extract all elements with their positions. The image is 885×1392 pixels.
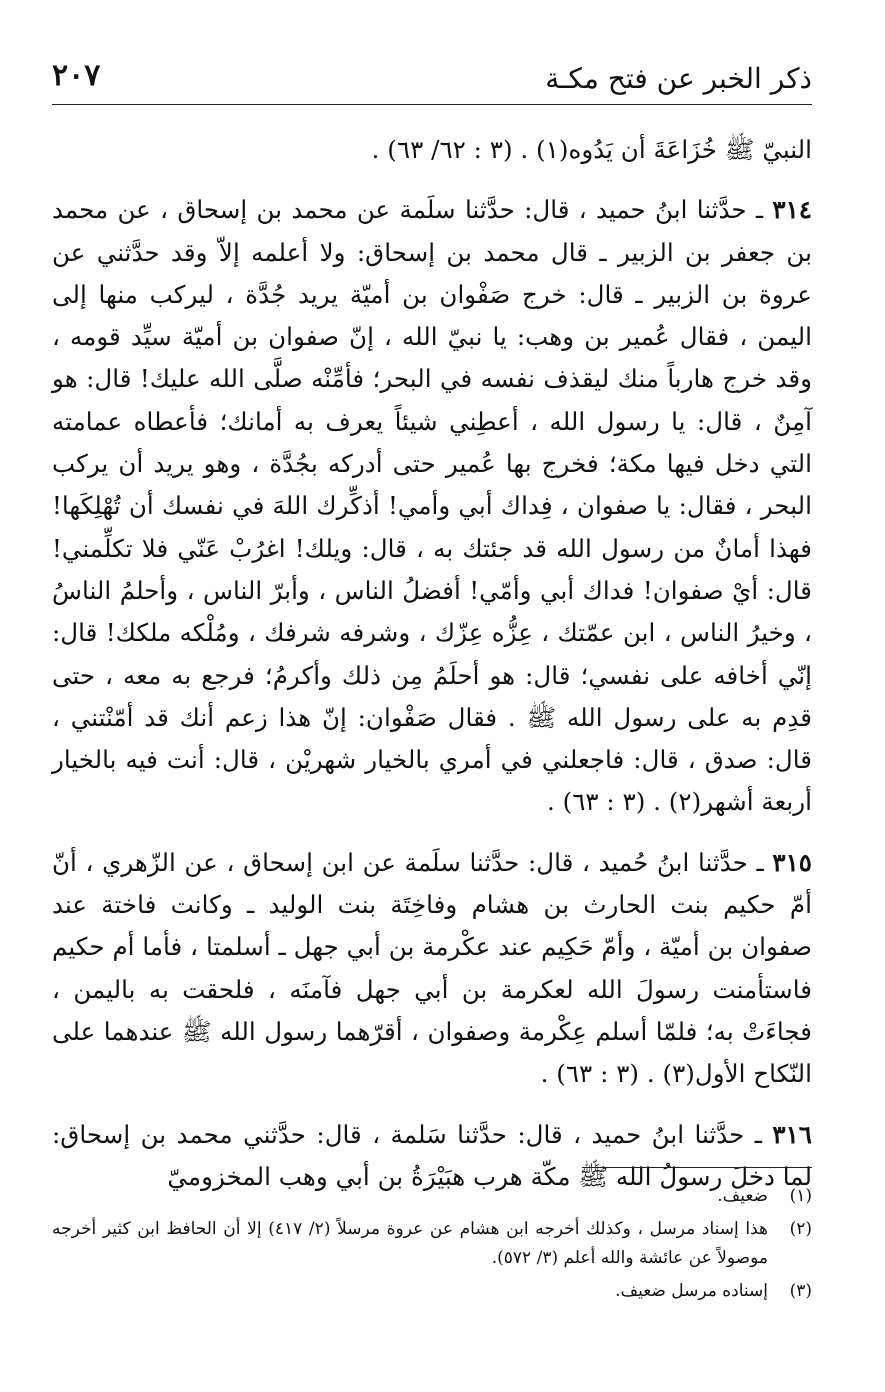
narration-number: ٣١٦: [772, 1119, 812, 1149]
narration-number: ٣١٤: [772, 195, 812, 225]
footnote-marker: (٣): [789, 1281, 812, 1301]
footnote-text: ضعيف.: [717, 1186, 768, 1206]
page-header: [52, 52, 812, 105]
footnotes: [52, 1167, 812, 1310]
running-head: ذكر الخبر عن فتح مكـة: [545, 62, 812, 95]
narration-number: ٣١٥: [772, 847, 812, 877]
footnote-3: [52, 1277, 812, 1306]
paragraph-314: [52, 189, 812, 823]
paragraph-text: ـ حدَّثنا ابنُ حميد ، قال: حدَّثنا سلَمة عن محمد بن إسحاق ، عن محمد بن جعفر بن الزبير ـ قال محمد بن إسحاق: ولا أعلمه إلاّ وقد حدَّثني عن عروة بن الزبير ـ قال: خرج صَفْوان بن أميّة يريد جُدَّة ، ليركب منها إلى اليمن ، فقال عُمير بن وهب: يا نبيّ الله ، إنّ صفوان بن أميّة سيِّد قومه ، وقد خرج هارباً منك ليقذف نفسه في البحر؛ فأمِّنْه صلَّى الله عليك! قال: هو آمِنٌ ، قال: يا رسول الله ، أعطِني شيئاً يعرف به أمانك؛ فأعطاه عمامته التي دخل فيها مكة؛ فخرج بها عُمير حتى أدركه بجُدَّة ، وهو يريد أن يركب البحر ، فقال: يا صفوان ، فِداك أبي وأمي! أذكِّرك اللهَ في نفسك أن تُهْلِكَها! فهذا أمانٌ من رسول الله قد جئتك به ، قال: ويلك! اغرُبْ عَنّي فلا تكلِّمني! قال: أيْ صفوان! فداك أبي وأمّي! أفضلُ الناس ، وأبرّ الناس ، وأحلمُ الناسُ ، وخيرُ الناس ، ابن عمّتك ، عِزُّه عِزّك ، وشرفه شرفك ، ومُلْكه ملكك! قال: إنّي أخافه على نفسي؛ قال: هو أحلَمُ مِن ذلك وأكرمُ؛ فرجع به معه ، حتى قدِم به على رسول الله ﷺ . فقال صَفْوان: إنّ هذا زعم أنك قد أمّنْتني ، قال: صدق ، قال: فاجعلني في أمري بالخيار شهريْن ، قال: أنت فيه بالخيار أربعة أشهر(٢) . (٣ : ٦٣) .: [52, 195, 812, 817]
paragraph-text: النبيّ ﷺ خُزَاعَةَ أن يَدُوه(١) . (٣ : ٦٢/ ٦٣) .: [371, 135, 812, 164]
footnote-marker: (٢): [789, 1219, 812, 1239]
paragraph-text: ـ حدَّثنا ابنُ حُميد ، قال: حدَّثنا سلَمة عن ابن إسحاق ، عن الزّهري ، أنّ أمّ حكيم بنت الحارث بن هشام وفاخِتَة بنت الوليد ـ وكانت فاختة عند صفوان بن أميّة ، وأمّ حَكِيم عند عكْرمة بن أبي جهل ـ أسلمتا ، فأما أم حكيم فاستأمنت رسولَ الله لعكرمة بن أبي جهل فآمنَه ، فلحقت به باليمن ، فجاءَتْ به؛ فلمّا أسلم عِكْرمة وصفوان ، أقرّهما رسول الله ﷺ عندهما على النّكاح الأول(٣) . (٣ : ٦٣) .: [52, 847, 812, 1089]
book-page: [52, 52, 812, 1301]
paragraph-text: ـ حدَّثنا ابنُ حميد ، قال: حدَّثنا سَلمة ، قال: حدَّثني محمد بن إسحاق: لما دخلَ رسولُ الله ﷺ مكّة هرب هبَيْرَةُ بن أبي وهب المخزوميّ: [52, 1119, 812, 1191]
footnote-1: [52, 1182, 812, 1211]
page-number: ٢٠٧: [52, 58, 101, 93]
footnote-text: هذا إسناد مرسل ، وكذلك أخرجه ابن هشام عن عروة مرسلاً (٢/ ٤١٧) إلا أن الحافظ ابن كثير أخرجه موصولاً عن عائشة والله أعلم (٣/ ٥٧٢).: [52, 1219, 768, 1268]
footnote-list: [52, 1182, 812, 1306]
footnote-text: إسناده مرسل ضعيف.: [615, 1281, 768, 1301]
paragraph-315: [52, 842, 812, 1096]
footnote-divider: [582, 1167, 812, 1168]
paragraph-continuation: [52, 129, 812, 171]
footnote-marker: (١): [789, 1186, 812, 1206]
body-text: [52, 129, 812, 1198]
footnote-2: [52, 1215, 812, 1273]
